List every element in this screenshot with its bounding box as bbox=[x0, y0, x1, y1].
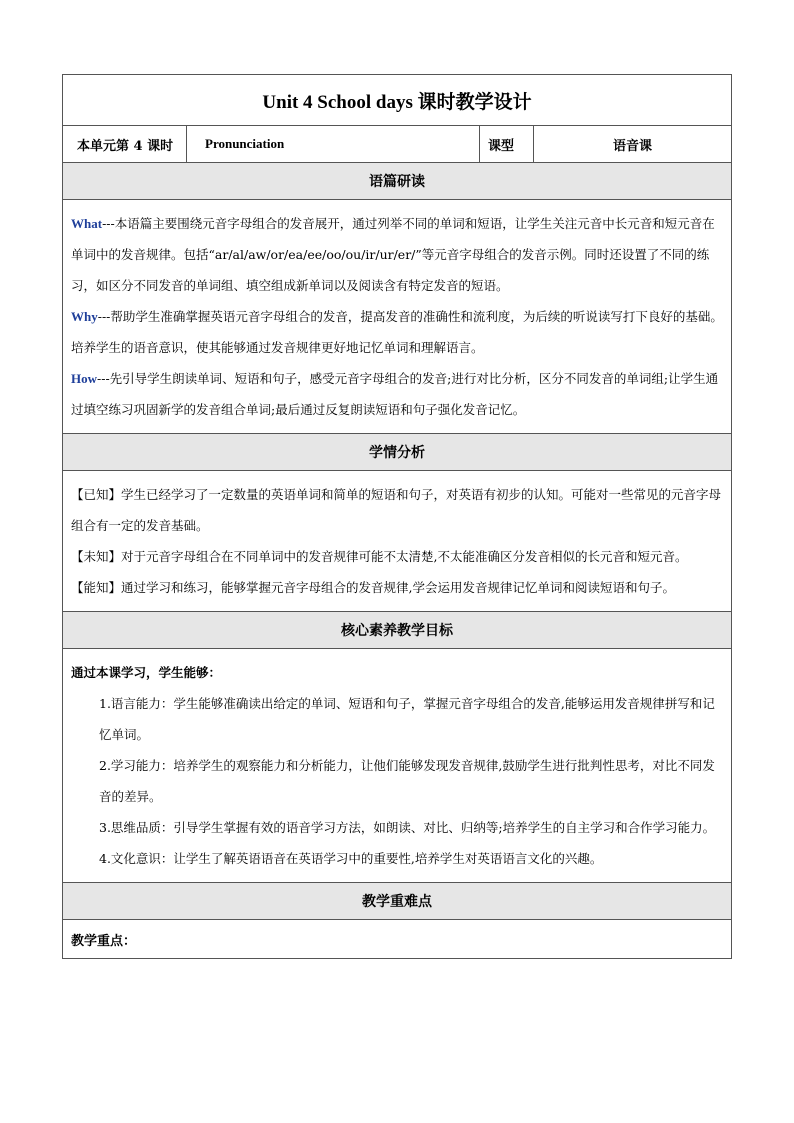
section-header-reading: 语篇研读 bbox=[63, 163, 732, 200]
what-label: What bbox=[71, 216, 103, 231]
known-paragraph: 【已知】学生已经学习了一定数量的英语单词和简单的短语和句子，对英语有初步的认知。可能对一些常见的元音字母组合有一定的发音基础。 bbox=[71, 487, 722, 533]
why-label: Why bbox=[71, 309, 98, 324]
how-text: ---先引导学生朗读单词、短语和句子，感受元音字母组合的发音;进行对比分析，区分不同发音的单词组;让学生通过填空练习巩固新学的发音组合单词;最后通过反复朗读短语和句子强化发音记忆。 bbox=[71, 371, 719, 417]
goal-item: 4.文化意识：让学生了解英语语音在英语学习中的重要性,培养学生对英语语言文化的兴趣。 bbox=[99, 851, 603, 866]
how-label: How bbox=[71, 371, 97, 386]
key-points-label: 教学重点： bbox=[63, 920, 732, 959]
how-paragraph bbox=[71, 363, 723, 425]
lesson-type-label: 课型 bbox=[480, 126, 534, 163]
goals-intro: 通过本课学习，学生能够： bbox=[71, 665, 222, 680]
reading-content bbox=[63, 200, 732, 434]
lesson-number: 本单元第 4 课时 bbox=[63, 126, 187, 163]
what-text: ---本语篇主要围绕元音字母组合的发音展开，通过列举不同的单词和短语，让学生关注元音中长元音和短元音在单词中的发音规律。包括“ar/al/aw/or/ea/ee/oo/ou/ir/ur/er/”等元音字母组合的发音示例。同时还设置了不同的练习，如区分不同发音的单词组、填空组成新单词以及阅读含有特定发音的短语。 bbox=[71, 216, 715, 293]
goal-item: 2.学习能力：培养学生的观察能力和分析能力，让他们能够发现发音规律,鼓励学生进行批判性思考，对比不同发音的差异。 bbox=[99, 758, 715, 804]
why-text: ---帮助学生准确掌握英语元音字母组合的发音，提高发音的准确性和流利度，为后续的听说读写打下良好的基础。培养学生的语音意识，使其能够通过发音规律更好地记忆单词和理解语言。 bbox=[71, 309, 723, 355]
what-paragraph bbox=[71, 208, 723, 301]
lesson-plan-document bbox=[62, 74, 731, 959]
section-header-analysis: 学情分析 bbox=[63, 434, 732, 471]
analysis-content bbox=[63, 471, 732, 612]
section-header-key-points: 教学重难点 bbox=[63, 883, 732, 920]
goals-content bbox=[63, 649, 732, 883]
unknown-paragraph: 【未知】对于元音字母组合在不同单词中的发音规律可能不太清楚,不太能准确区分发音相似的长元音和短元音。 bbox=[71, 549, 688, 564]
why-paragraph bbox=[71, 301, 723, 363]
lesson-type-value: 语音课 bbox=[534, 126, 732, 163]
document-title: Unit 4 School days 课时教学设计 bbox=[63, 75, 732, 126]
goal-item: 3.思维品质：引导学生掌握有效的语音学习方法，如朗读、对比、归纳等;培养学生的自主学习和合作学习能力。 bbox=[99, 820, 716, 835]
lesson-plan-table bbox=[62, 74, 732, 959]
able-paragraph: 【能知】通过学习和练习，能够掌握元音字母组合的发音规律,学会运用发音规律记忆单词和阅读短语和句子。 bbox=[71, 580, 675, 595]
section-header-goals: 核心素养教学目标 bbox=[63, 612, 732, 649]
lesson-topic: Pronunciation bbox=[187, 126, 480, 163]
goal-item: 1.语言能力：学生能够准确读出给定的单词、短语和句子，掌握元音字母组合的发音,能够运用发音规律拼写和记忆单词。 bbox=[99, 696, 715, 742]
